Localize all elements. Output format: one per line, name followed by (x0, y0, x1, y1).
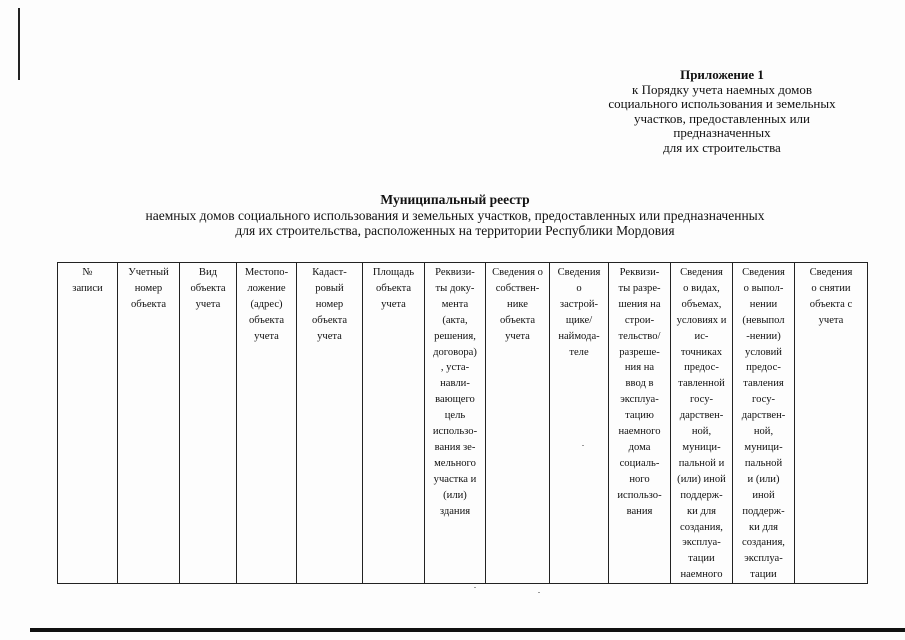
column-header-support-info (671, 263, 733, 584)
column-header-label: Реквизи- ты разре- шения на строи- тельство/ разреше- ния на ввод в эксплуа- тацию наемного дома социаль- ного использо- вания (617, 267, 662, 517)
column-header-support-conditions (733, 263, 795, 584)
column-header-label: Кадаст- ровый номер объекта учета (311, 267, 348, 342)
column-header-document-details (425, 263, 486, 584)
bottom-edge-rule (30, 628, 905, 632)
column-header-owner-info (486, 263, 550, 584)
appendix-line: участков, предоставленных или (634, 110, 810, 126)
column-header-registration-number (118, 263, 180, 584)
column-header-deregistration (795, 263, 868, 584)
appendix-title: Приложение 1 (680, 67, 764, 82)
scan-speck (474, 587, 476, 588)
appendix-line: для их строительства (663, 139, 781, 155)
column-header-label: Сведения о снятии объекта с учета (809, 267, 853, 326)
column-header-label: Сведения о видах, объемах, условиях и ис- точниках предос- тавленной госу- дарствен- ной, муници- пальной и (или) иной поддерж- ки для создания, эксплуа- тации наемного (676, 267, 727, 581)
column-header-label: Учетный номер объекта (128, 267, 169, 310)
appendix-line: социального использования и земельных (608, 96, 836, 112)
registry-table (57, 262, 868, 584)
column-header-permit-details (609, 263, 671, 584)
appendix-line: к Порядку учета наемных домов (632, 81, 812, 97)
appendix-line: предназначенных (673, 125, 771, 141)
table-header-row (58, 263, 868, 584)
column-header-developer-info (550, 263, 609, 584)
column-header-record-number (58, 263, 118, 584)
left-margin-rule (18, 8, 20, 80)
column-header-label: Площадь объекта учета (372, 267, 415, 310)
column-header-label: Сведения о выпол- нении (невыпол -нении) условий предос- тавления госу- дарствен- ной, муници- пальной и (или) иной поддерж- ки для создания, эксплуа- тации (741, 267, 786, 581)
column-header-label: Сведения о собствен- нике объекта учета (492, 267, 543, 342)
scan-speck (582, 445, 584, 446)
registry-heading (60, 192, 850, 239)
column-header-object-type (180, 263, 237, 584)
column-header-label: № записи (72, 267, 103, 294)
column-header-label: Местопо- ложение (адрес) объекта учета (244, 267, 289, 342)
column-header-area (363, 263, 425, 584)
column-header-cadastral-number (297, 263, 363, 584)
registry-title: Муниципальный реестр (380, 192, 530, 207)
column-header-label: Вид объекта учета (190, 267, 226, 310)
column-header-label: Реквизи- ты доку- мента (акта, решения, договора) , уста- навли- вающего цель использо- вания зе- мельного участка и (или) здания (432, 267, 478, 517)
appendix-block (562, 68, 882, 156)
registry-subtitle-line: для их строительства, расположенных на территории Республики Мордовия (235, 223, 675, 238)
column-header-location (237, 263, 297, 584)
registry-subtitle-line: наемных домов социального использования и земельных участков, предоставленных или предназначенных (145, 207, 765, 223)
scan-speck (538, 592, 540, 593)
column-header-label: Сведения о застрой- щике/ наймода- теле (557, 267, 601, 358)
